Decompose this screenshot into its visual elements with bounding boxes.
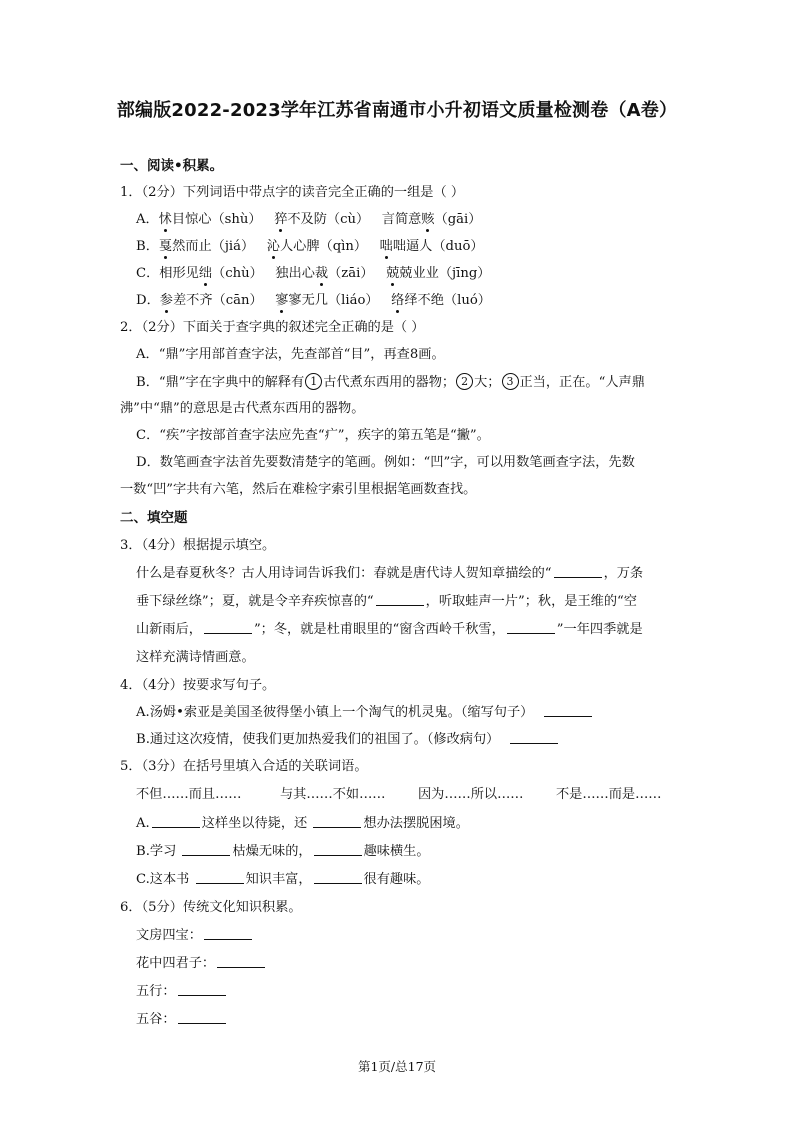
circled-number-icon: 3 [502,373,519,390]
question-5-item-c: C.这本书 知识丰富， 很有趣味。 [136,872,430,887]
question-2-option-d-line1: D．数笔画查字法首先要数清楚字的笔画。例如：“凹”字，可以用数笔画查字法，先数 [136,455,635,470]
word-bank-item: 不但……而且…… [136,787,242,802]
question-4-item-b: B.通过这次疫情，使我们更加热爱我们的祖国了。（修改病句） [136,731,560,749]
page-title: 部编版2022-2023学年江苏省南通市小升初语文质量检测卷（A卷） [116,100,678,121]
answer-blank[interactable] [217,955,265,968]
answer-blank[interactable] [314,843,362,856]
answer-blank[interactable] [376,593,424,606]
question-1-stem: 1．（2分）下列词语中带点字的读音完全正确的一组是（ ） [120,185,465,200]
question-1-option-d: D．参差不齐（cān） 寥寥无几（liáo） 络绎不绝（luó） [136,293,491,308]
question-6-item: 文房四宝： [136,927,254,945]
question-3-line4: 这样充满诗情画意。 [136,650,255,665]
question-6-item: 五谷： [136,1011,228,1029]
answer-blank[interactable] [313,815,361,828]
answer-blank[interactable] [510,731,558,744]
question-2-stem: 2．（2分）下面关于查字典的叙述完全正确的是（ ） [120,320,425,335]
question-3-line3: 山新雨后， ”；冬，就是杜甫眼里的“窗含西岭千秋雪， ”一年四季就是 [136,622,643,637]
answer-blank[interactable] [152,815,200,828]
question-5-stem: 5．（3分）在括号里填入合适的关联词语。 [120,759,368,774]
answer-blank[interactable] [544,704,592,717]
question-4-stem: 4．（4分）按要求写句子。 [120,678,276,693]
question-4-item-a: A.汤姆•索亚是美国圣彼得堡小镇上一个淘气的机灵鬼。（缩写句子） [136,704,594,722]
question-6-stem: 6．（5分）传统文化知识积累。 [120,900,302,915]
answer-blank[interactable] [204,927,252,940]
question-3-stem: 3．（4分）根据提示填空。 [120,538,276,553]
question-2-option-c: C．“疾”字按部首查字法应先查“疒”，疾字的第五笔是“撇”。 [136,428,490,443]
answer-blank[interactable] [314,871,362,884]
section-heading-reading: 一、阅读•积累。 [120,158,224,174]
answer-blank[interactable] [182,843,230,856]
question-2-option-a: A．“鼎”字用部首查字法，先查部首“目”，再查8画。 [136,347,445,362]
answer-blank[interactable] [204,621,252,634]
answer-blank[interactable] [196,871,244,884]
word-bank-item: 因为……所以…… [418,787,524,802]
question-2-option-b-line2: 沸”中“鼎”的意思是古代煮东西用的器物。 [120,401,365,416]
question-6-item: 五行： [136,983,228,1001]
circled-number-icon: 2 [456,373,473,390]
answer-blank[interactable] [178,1011,226,1024]
circled-number-icon: 1 [305,373,322,390]
word-bank-item: 不是……而是…… [556,787,662,802]
question-6-item: 花中四君子： [136,955,267,973]
question-3-line2: 垂下绿丝绦”；夏，就是令辛弃疾惊喜的“ ，听取蛙声一片”；秋，是王维的“空 [136,594,637,609]
question-2-option-d-line2: 一数“凹”字共有六笔，然后在难检字索引里根据笔画数查找。 [120,482,477,497]
answer-blank[interactable] [554,565,602,578]
page-number: 第1页/总17页 [357,1059,437,1074]
answer-blank[interactable] [178,983,226,996]
question-5-item-a: A. 这样坐以待毙，还 想办法摆脱困境。 [136,816,469,831]
question-1-option-b: B．戛然而止（jiá） 沁人心脾（qìn） 咄咄逼人（duō） [136,239,484,254]
question-5-item-b: B.学习 枯燥无味的， 趣味横生。 [136,844,430,859]
question-3-line1: 什么是春夏秋冬？古人用诗词告诉我们：春就是唐代诗人贺知章描绘的“ ，万条 [136,566,644,581]
section-heading-fill: 二、填空题 [120,510,188,526]
question-1-option-c: C．相形见绌（chù） 独出心裁（zāi） 兢兢业业（jīng） [136,266,491,281]
word-bank-item: 与其……不如…… [280,787,386,802]
answer-blank[interactable] [507,621,555,634]
question-2-option-b-line1: B．“鼎”字在字典中的解释有 1 古代煮东西用的器物； 2 大； 3 正当，正在。“人声鼎 [136,375,645,390]
question-1-option-a: A．怵目惊心（shù） 猝不及防（cù） 言简意赅（gāi） [136,212,482,227]
